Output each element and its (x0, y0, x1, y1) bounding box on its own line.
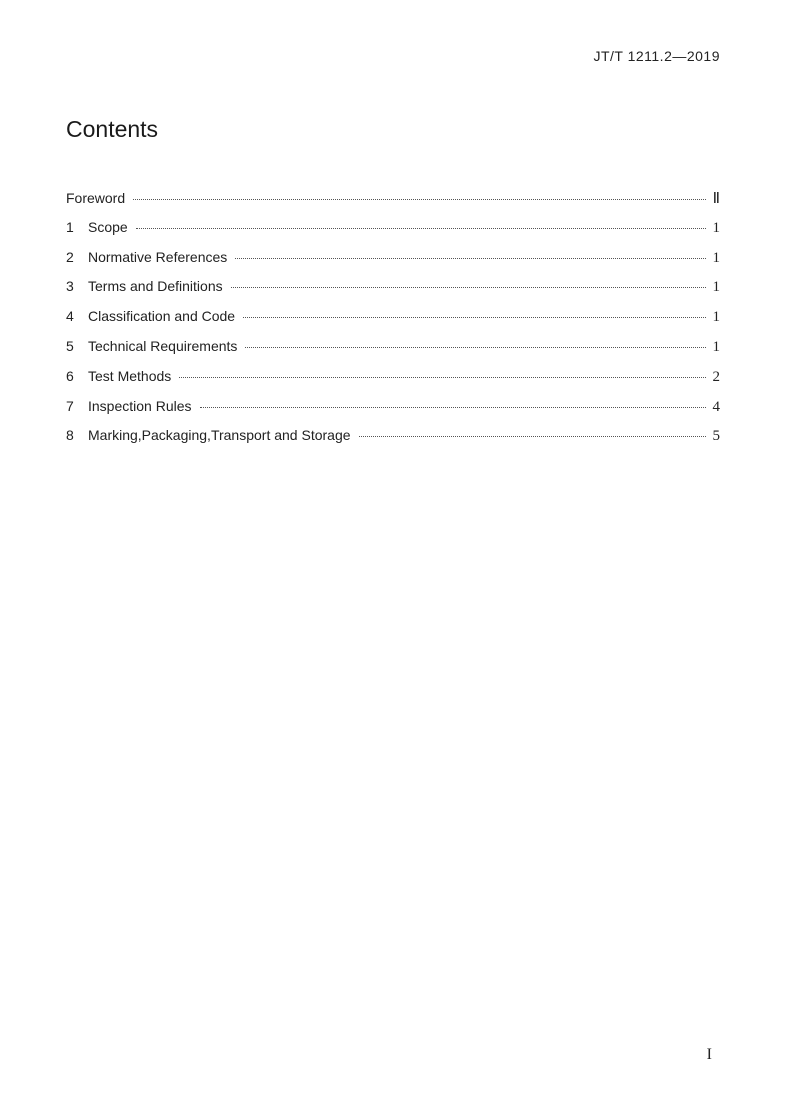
toc-entry-foreword[interactable] (66, 189, 720, 219)
toc-entry-number: 4 (66, 308, 74, 325)
toc-entry-classification-and-code[interactable] (66, 308, 720, 338)
toc-entry-number: 6 (66, 367, 74, 384)
toc-entry-label: Test Methods (88, 367, 172, 384)
toc-entry-marking-packaging-transport-storage[interactable] (66, 427, 720, 457)
toc-entry-page: 1 (712, 249, 720, 266)
toc-entry-number: 3 (66, 278, 74, 295)
toc-entry-label: Technical Requirements (88, 337, 238, 354)
toc-entry-scope[interactable] (66, 219, 720, 249)
toc-entry-label: Foreword (66, 190, 126, 206)
dot-leader (235, 258, 706, 259)
dot-leader (243, 317, 706, 318)
toc-entry-page: 5 (712, 428, 720, 445)
toc-entry-label: Normative References (88, 248, 228, 265)
toc-entry-page: 1 (712, 279, 720, 296)
dot-leader (133, 199, 706, 200)
toc-entry-number: 7 (66, 397, 74, 414)
dot-leader (200, 407, 706, 408)
dot-leader (231, 287, 706, 288)
page-number: I (706, 1046, 712, 1063)
document-code: JT/T 1211.2—2019 (593, 48, 720, 64)
toc-entry-number: 8 (66, 427, 74, 444)
toc-entry-terms-and-definitions[interactable] (66, 278, 720, 308)
toc-entry-label: Marking,Packaging,Transport and Storage (88, 427, 351, 444)
toc-entry-normative-references[interactable] (66, 249, 720, 279)
page-title: Contents (66, 116, 159, 142)
toc-entry-label: Inspection Rules (88, 397, 192, 414)
dot-leader (245, 347, 706, 348)
toc-entry-test-methods[interactable] (66, 368, 720, 398)
toc-entry-number: 1 (66, 218, 74, 235)
toc-entry-page: 1 (712, 219, 720, 236)
toc-entry-page: 1 (712, 309, 720, 326)
dot-leader (359, 436, 706, 437)
table-of-contents (66, 189, 720, 457)
toc-entry-page: 4 (712, 398, 720, 415)
toc-entry-label: Scope (88, 218, 128, 235)
toc-entry-number: 2 (66, 248, 74, 265)
toc-entry-technical-requirements[interactable] (66, 338, 720, 368)
toc-entry-page: 2 (712, 368, 720, 385)
toc-entry-page: 1 (712, 338, 720, 355)
toc-entry-page: Ⅱ (712, 191, 720, 207)
dot-leader (179, 377, 706, 378)
dot-leader (136, 228, 706, 229)
toc-entry-inspection-rules[interactable] (66, 398, 720, 428)
toc-entry-number: 5 (66, 337, 74, 354)
toc-entry-label: Terms and Definitions (88, 278, 223, 295)
toc-entry-label: Classification and Code (88, 308, 236, 325)
